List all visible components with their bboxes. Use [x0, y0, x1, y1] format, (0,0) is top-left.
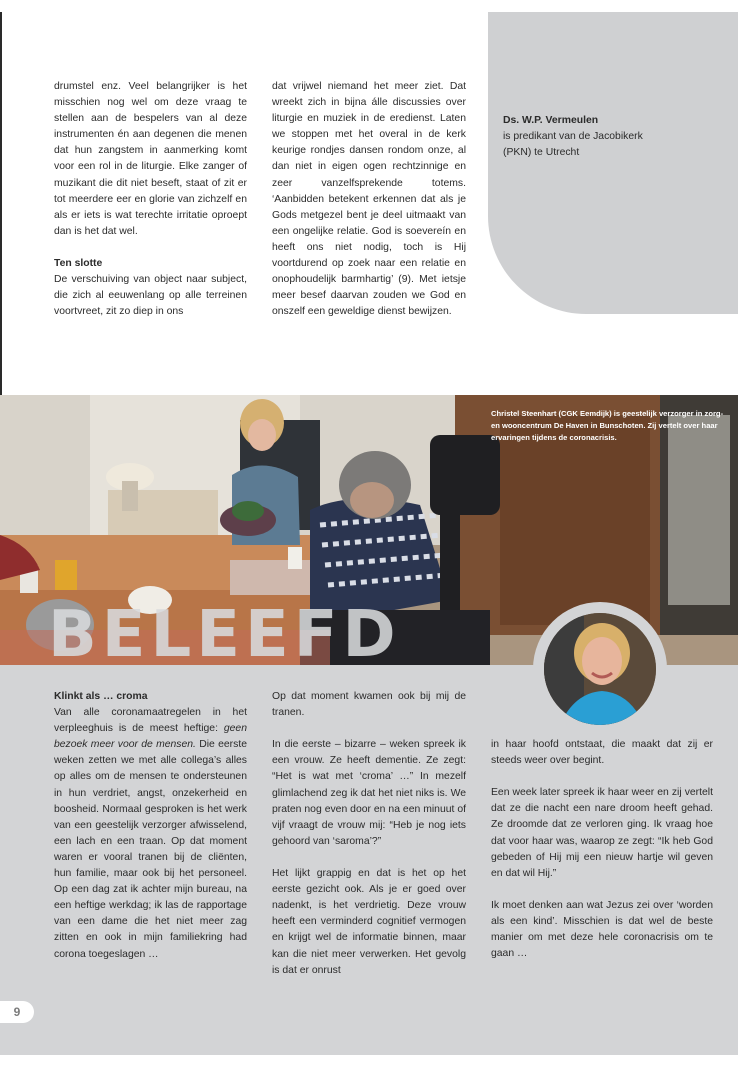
author-church: (PKN) te Utrecht — [503, 147, 580, 159]
paragraph — [54, 705, 247, 963]
article-column-1 — [54, 689, 247, 963]
article-subheading: Klinkt als … croma — [54, 691, 148, 702]
author-portrait — [544, 613, 656, 725]
author-panel-background — [488, 12, 738, 314]
page-number: 9 — [0, 1001, 34, 1023]
paragraph: In die eerste – bizarre – weken spreek ik een vrouw. Ze heeft dementie. Ze zegt: “Het is wat met ‘croma’ …” In mezelf glimlachend zeg ik dat het niet niks is. We praten nog even door en na een minuut of vijf vraagt de vrouw mij: “Heb je nog iets gehoord van ‘saroma’?” — [272, 739, 466, 847]
paragraph: Het lijkt grappig en dat is het op het eerste gezicht ook. Als je er goed over nadenkt, is het verdrietig. Deze vrouw heeft een verminderd cognitief vermogen en krijgt wel de informatie binnen, maar kan die niet meer verwerken. Het gevolg is dat er onrust — [272, 868, 466, 976]
author-name: Ds. W.P. Vermeulen — [503, 115, 599, 126]
paragraph: in haar hoofd ontstaat, die maakt dat zij er steeds weer over begint. — [491, 739, 713, 767]
paragraph: dat vrijwel niemand het meer ziet. Dat wreekt zich in bijna álle discussies over liturgie en muziek in de eredienst. Laten we stoppen met het overal in de kerk keurige rondjes dansen rondom onze, al dan niet in eigen ogen rechtzinnige en zeer vanzelfsprekende totems. ‘Aanbidden betekent erkennen dat als je Gods metgezel bent je deel uitmaakt van een ongelijke relatie. God is soevereín en heeft ons niet nodig, toch is Hij voortdurend op zoek naar een relatie en onophoudelijk barmhartig’ (9). Met ietsje meer besef daarvan zouden we God en onszelf een geweldige dienst bewijzen. — [272, 81, 466, 318]
italic-text: geen bezoek meer voor de mensen. — [54, 723, 247, 751]
author-role: is predikant van de Jacobikerk — [503, 131, 643, 143]
article-column-2 — [272, 689, 466, 979]
portrait-illustration — [544, 613, 656, 725]
paragraph: Op dat moment kwamen ook bij mij de tranen. — [272, 691, 466, 719]
article-headline: BELEEFD — [48, 598, 401, 672]
article-column-3 — [491, 737, 713, 962]
section-heading: Ten slotte — [54, 258, 103, 270]
text-run: Van alle coronamaatregelen in het verpleeghuis is de meest heftige: — [54, 707, 247, 735]
paragraph: Ik moet denken aan wat Jezus zei over ‘worden als een kind’. Misschien is dat wel de beste manier om met deze hele coronacrisis om te gaan … — [491, 899, 713, 960]
paragraph: Een week later spreek ik haar weer en zij vertelt dat ze die nacht een nare droom heeft gehad. Ze droomde dat ze verloren ging. Ik vraag hoe dat voor haar was, waarop ze zegt: “Ik heb God gebeden of Hij mij een nieuw hartje wil geven en dat wil Hij.” — [491, 787, 713, 879]
left-margin-rule — [0, 12, 2, 395]
text-run: Die eerste weken zetten we met alle collega’s alles op alles om de mensen te ondersteunen in hun verdriet, angst, onzekerheid en boosheid. Normaal gesproken is het werk van een geestelijk verzorger afwisselend, een lach en een traan. Op dat moment waren er vooral tranen bij de cliënten, hun familie, maar ook bij het personeel. Op een dag zat ik achter mijn bureau, na een heftige werkdag; ik las de rapportage van een dame die het niet meer zag zitten en ook in mijn familiekring had corona toegeslagen … — [54, 739, 247, 960]
paragraph: drumstel enz. Veel belangrijker is het misschien nog wel om deze vraag te stellen aan de bespelers van al deze instrumenten én aan degenen die menen dat hun zangstem in aanmerking komt voor een rol in de liturgie. Elke zanger of muzikant die dit niet beseft, staat of zit er tot meerdere eer en glorie van zichzelf en als er iets is wat terechte irritatie oproept dan is het dat wel. — [54, 81, 247, 237]
paragraph: De verschuiving van object naar subject, die zich al eeuwenlang op alle terreinen voortvreet, zit zo diep in ons — [54, 274, 247, 318]
photo-caption: Christel Steenhart (CGK Eemdijk) is geestelijk verzorger in zorg- en wooncentrum De Haven in Bunschoten. Zij vertelt over haar ervaringen tijdens de coronacrisis. — [491, 409, 724, 443]
author-box — [503, 113, 723, 161]
top-column-2 — [272, 79, 466, 320]
top-column-1 — [54, 79, 247, 320]
